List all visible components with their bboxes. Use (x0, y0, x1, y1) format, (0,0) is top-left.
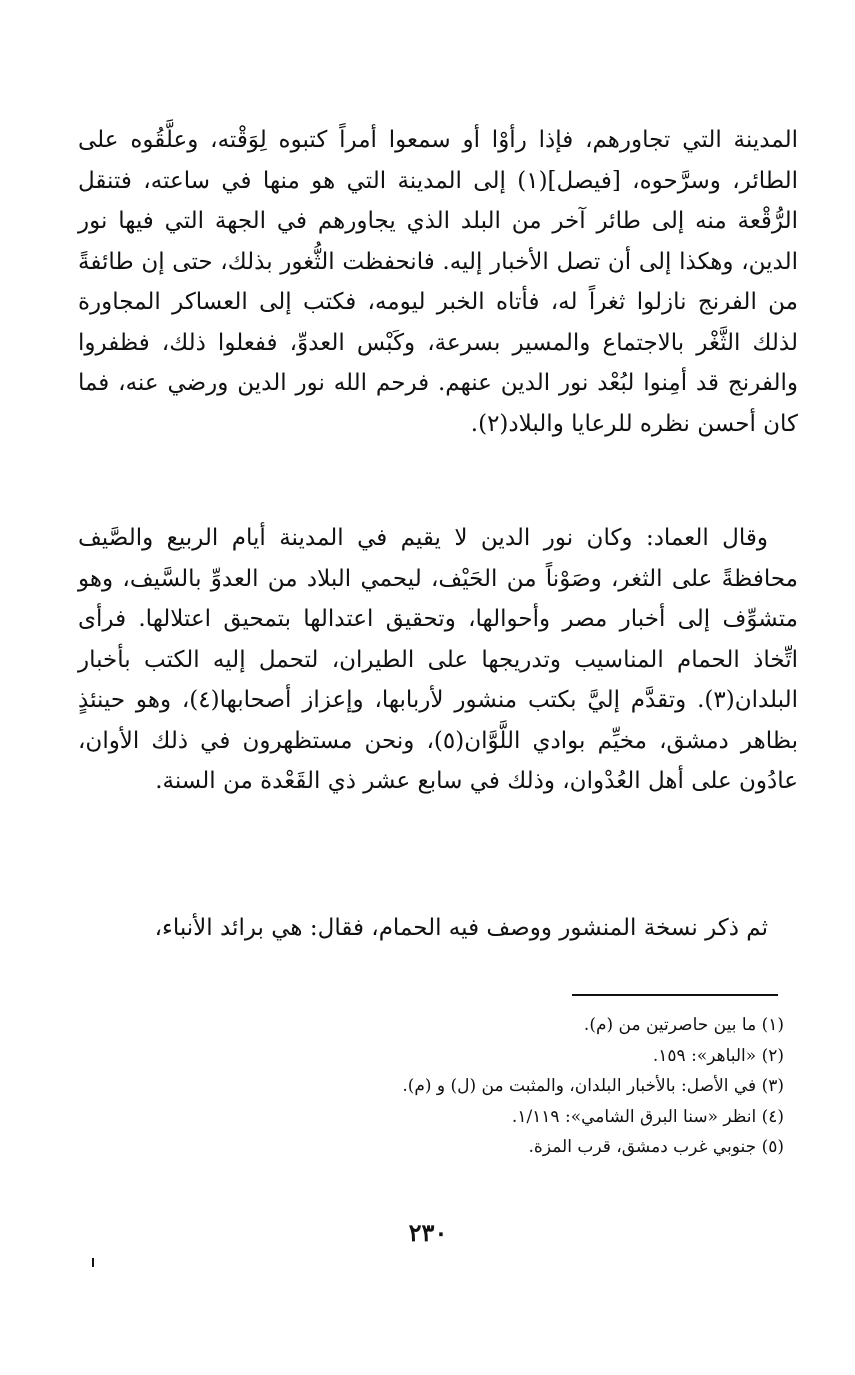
paragraph-1: المدينة التي تجاورهم، فإذا رأوْا أو سمعوا أمراً كتبوه لِوَقْته، وعلَّقُوه على الطائر، وسرَّحوه، [فيصل](١) إلى المدينة التي هو منها في ساعته، فتنقل الرُّقْعة منه إلى طائر آخر من البلد الذي يجاورهم في الجهة التي فيها نور الدين، وهكذا إلى أن تصل الأخبار إليه. فانحفظت الثُّغور بذلك، حتى إن طائفةً من الفرنج نازلوا ثغراً له، فأتاه الخبر ليومه، فكتب إلى العساكر المجاورة لذلك الثَّغْر بالاجتماع والمسير بسرعة، وكَبْس العدوِّ، ففعلوا ذلك، فظفروا والفرنج قد أمِنوا لبُعْد نور الدين عنهم. فرحم الله نور الدين ورضي عنه، فما كان أحسن نظره للرعايا والبلاد(٢). (78, 127, 798, 437)
page-number: ٢٣٠ (408, 1218, 448, 1247)
footnote-separator (572, 994, 778, 996)
footnote-4: (٤) انظر «سنا البرق الشامي»: ١/١١٩. (511, 1106, 784, 1127)
footnotes-list (78, 1010, 784, 1163)
scan-speck (92, 1258, 94, 1267)
paragraph-3: ثم ذكر نسخة المنشور ووصف فيه الحمام، فقال: هي برائد الأنباء، (154, 915, 768, 941)
footnote-2: (٢) «الباهر»: ١٥٩. (652, 1045, 784, 1066)
footnote-5: (٥) جنوبي غرب دمشق، قرب المزة. (528, 1137, 784, 1157)
footnote-1: (١) ما بين حاصرتين من (م). (583, 1015, 784, 1035)
footnote-3: (٣) في الأصل: بالأخبار البلدان، والمثبت من (ل) و (م). (402, 1076, 784, 1096)
paragraph-2: وقال العماد: وكان نور الدين لا يقيم في المدينة أيام الربيع والصَّيف محافظةً على الثغر، وصَوْناً من الحَيْف، ليحمي البلاد من العدوِّ بالسَّيف، وهو متشوِّف إلى أخبار مصر وأحوالها، وتحقيق اعتدالها بتمحيق اعتلالها. فرأى اتِّخاذ الحمام المناسيب وتدريجها على الطيران، لتحمل إليه الكتب بأخبار البلدان(٣). وتقدَّم إليَّ بكتب منشور لأربابها، وإعزاز أصحابها(٤)، وهو حينئذٍ بظاهر دمشق، مخيِّم بوادي اللَّوَّان(٥)، ونحن مستظهرون في ذلك الأوان، عادُون على أهل العُدْوان، وذلك في سابع عشر ذي القَعْدة من السنة. (78, 525, 798, 794)
